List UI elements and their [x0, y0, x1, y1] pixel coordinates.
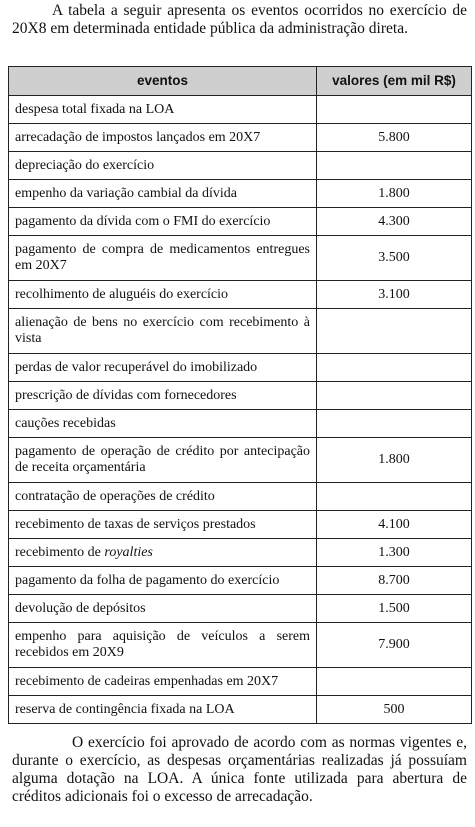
table-row — [9, 483, 472, 511]
table-row — [9, 208, 472, 236]
table-row — [9, 668, 472, 696]
event-cell: devolução de depósitos — [9, 595, 317, 623]
table-row — [9, 539, 472, 567]
event-text: recebimento de — [15, 544, 105, 560]
value-cell: 1.300 — [317, 539, 472, 567]
value-cell — [317, 483, 472, 511]
table-row — [9, 438, 472, 483]
table-row — [9, 354, 472, 382]
value-cell: 3.100 — [317, 281, 472, 309]
table-row — [9, 309, 472, 354]
event-cell: recebimento de taxas de serviços prestados — [9, 511, 317, 539]
event-cell: pagamento da folha de pagamento do exercício — [9, 567, 317, 595]
event-cell — [9, 539, 317, 567]
table-row — [9, 696, 472, 724]
value-cell — [317, 410, 472, 438]
value-cell — [317, 96, 472, 124]
table-row — [9, 281, 472, 309]
table-row — [9, 567, 472, 595]
event-cell: arrecadação de impostos lançados em 20X7 — [9, 124, 317, 152]
value-cell — [317, 152, 472, 180]
event-cell: contratação de operações de crédito — [9, 483, 317, 511]
value-cell: 1.800 — [317, 438, 472, 483]
table-row — [9, 180, 472, 208]
table-row — [9, 124, 472, 152]
table-row — [9, 410, 472, 438]
event-cell: despesa total fixada na LOA — [9, 96, 317, 124]
event-cell: reserva de contingência fixada na LOA — [9, 696, 317, 724]
event-cell: alienação de bens no exercício com recebimento à vista — [9, 309, 317, 354]
table-row — [9, 96, 472, 124]
value-cell — [317, 354, 472, 382]
events-table — [8, 66, 472, 724]
table-row — [9, 382, 472, 410]
value-cell — [317, 382, 472, 410]
value-cell: 5.800 — [317, 124, 472, 152]
table-row — [9, 236, 472, 281]
event-cell: perdas de valor recuperável do imobilizado — [9, 354, 317, 382]
value-cell: 1.500 — [317, 595, 472, 623]
intro-paragraph: A tabela a seguir apresenta os eventos ocorridos no exercício de 20X8 em determinada entidade pública da administração direta. — [12, 2, 467, 37]
value-cell: 7.900 — [317, 623, 472, 668]
value-cell: 4.100 — [317, 511, 472, 539]
value-cell: 8.700 — [317, 567, 472, 595]
table-row — [9, 623, 472, 668]
table-row — [9, 595, 472, 623]
event-cell: prescrição de dívidas com fornecedores — [9, 382, 317, 410]
value-cell — [317, 309, 472, 354]
event-cell: cauções recebidas — [9, 410, 317, 438]
event-cell: pagamento de operação de crédito por antecipação de receita orçamentária — [9, 438, 317, 483]
event-cell: recolhimento de aluguéis do exercício — [9, 281, 317, 309]
event-cell: pagamento da dívida com o FMI do exercício — [9, 208, 317, 236]
outro-paragraph: O exercício foi aprovado de acordo com as normas vigentes e, durante o exercício, as despesas orçamentárias realizadas já possuíam alguma dotação na LOA. A única fonte utilizada para abertura de créditos adicionais foi o excesso de arrecadação. — [12, 734, 467, 805]
header-events: eventos — [9, 67, 317, 96]
event-text-italic: royalties — [104, 544, 153, 560]
value-cell: 3.500 — [317, 236, 472, 281]
table-row — [9, 152, 472, 180]
header-values: valores (em mil R$) — [317, 67, 472, 96]
event-cell: recebimento de cadeiras empenhadas em 20X7 — [9, 668, 317, 696]
value-cell: 1.800 — [317, 180, 472, 208]
value-cell: 500 — [317, 696, 472, 724]
value-cell: 4.300 — [317, 208, 472, 236]
table-row — [9, 511, 472, 539]
event-cell: pagamento de compra de medicamentos entregues em 20X7 — [9, 236, 317, 281]
event-cell: empenho da variação cambial da dívida — [9, 180, 317, 208]
event-cell: depreciação do exercício — [9, 152, 317, 180]
value-cell — [317, 668, 472, 696]
event-cell: empenho para aquisição de veículos a serem recebidos em 20X9 — [9, 623, 317, 668]
